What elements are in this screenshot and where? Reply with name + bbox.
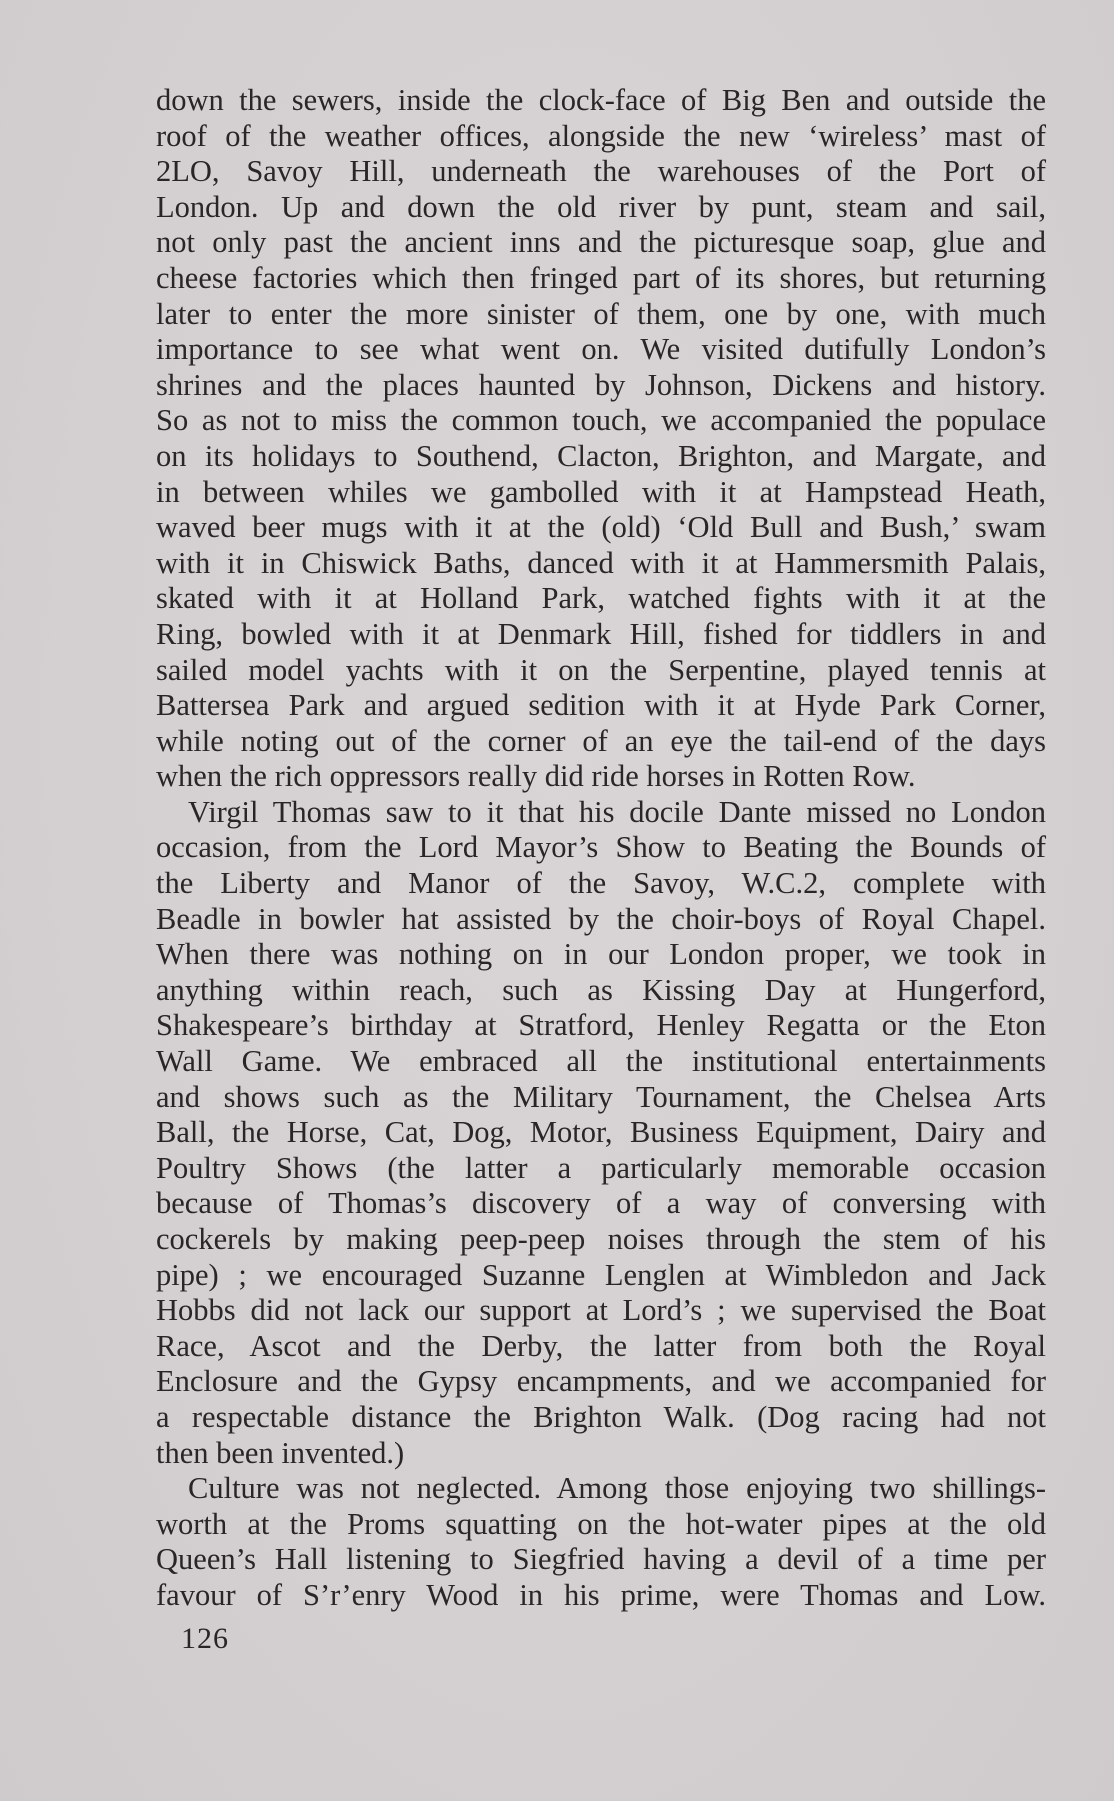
text-line: favour of S’r’enry Wood in his prime, were Thomas and Low. xyxy=(156,1577,1046,1612)
text-line: shrines and the places haunted by Johnson, Dickens and history. xyxy=(156,367,1046,402)
text-line: Wall Game. We embraced all the institutional entertainments xyxy=(156,1044,1046,1079)
text-line: on its holidays to Southend, Clacton, Brighton, and Margate, and xyxy=(156,438,1046,473)
text-line: occasion, from the Lord Mayor’s Show to Beating the Bounds of xyxy=(156,830,1046,865)
text-line: a respectable distance the Brighton Walk. (Dog racing had not xyxy=(156,1399,1046,1434)
text-line: not only past the ancient inns and the picturesque soap, glue and xyxy=(156,225,1046,260)
paragraph-1 xyxy=(156,83,1046,795)
text-line: down the sewers, inside the clock-face of Big Ben and outside the xyxy=(156,83,1046,117)
text-line: and shows such as the Military Tournament, the Chelsea Arts xyxy=(156,1079,1046,1114)
text-line: sailed model yachts with it on the Serpentine, played tennis at xyxy=(156,652,1046,687)
text-line: cheese factories which then fringed part of its shores, but returning xyxy=(156,260,1046,295)
text-line: When there was nothing on in our London proper, we took in xyxy=(156,937,1046,972)
text-line: skated with it at Holland Park, watched fights with it at the xyxy=(156,581,1046,616)
text-line: because of Thomas’s discovery of a way of conversing with xyxy=(156,1186,1046,1221)
text-line: 2LO, Savoy Hill, underneath the warehouses of the Port of xyxy=(156,154,1046,189)
text-line: worth at the Proms squatting on the hot-water pipes at the old xyxy=(156,1506,1046,1541)
text-line: Poultry Shows (the latter a particularly memorable occasion xyxy=(156,1150,1046,1185)
text-line: roof of the weather offices, alongside the new ‘wireless’ mast of xyxy=(156,118,1046,153)
text-line: pipe) ; we encouraged Suzanne Lenglen at Wimbledon and Jack xyxy=(156,1257,1046,1292)
text-line: later to enter the more sinister of them, one by one, with much xyxy=(156,296,1046,331)
text-line: Ball, the Horse, Cat, Dog, Motor, Business Equipment, Dairy and xyxy=(156,1115,1046,1150)
text-line: Enclosure and the Gypsy encampments, and we accompanied for xyxy=(156,1364,1046,1399)
text-line: Culture was not neglected. Among those enjoying two shillings- xyxy=(188,1471,1046,1506)
page-number: 126 xyxy=(181,1622,229,1655)
text-line: Battersea Park and argued sedition with it at Hyde Park Corner, xyxy=(156,688,1046,723)
text-line: cockerels by making peep-peep noises through the stem of his xyxy=(156,1222,1046,1256)
paragraph-2 xyxy=(156,795,1046,1471)
text-line: Virgil Thomas saw to it that his docile Dante missed no London xyxy=(188,794,1046,829)
text-line: Shakespeare’s birthday at Stratford, Henley Regatta or the Eton xyxy=(156,1008,1046,1043)
text-line: So as not to miss the common touch, we accompanied the populace xyxy=(156,403,1046,438)
text-line: London. Up and down the old river by punt, steam and sail, xyxy=(156,189,1046,224)
text-line: waved beer mugs with it at the (old) ‘Old Bull and Bush,’ swam xyxy=(156,510,1046,545)
text-line: Queen’s Hall listening to Siegfried having a devil of a time per xyxy=(156,1542,1046,1577)
text-line: Beadle in bowler hat assisted by the choir-boys of Royal Chapel. xyxy=(156,901,1046,936)
text-line: then been invented.) xyxy=(156,1435,405,1470)
text-line: Hobbs did not lack our support at Lord’s ; we supervised the Boat xyxy=(156,1293,1046,1328)
body-text xyxy=(156,83,1046,1614)
text-line: Race, Ascot and the Derby, the latter from both the Royal xyxy=(156,1328,1046,1363)
text-line: anything within reach, such as Kissing Day at Hungerford, xyxy=(156,972,1046,1007)
text-line: while noting out of the corner of an eye the tail-end of the days xyxy=(156,723,1046,758)
text-line: when the rich oppressors really did ride horses in Rotten Row. xyxy=(156,759,916,794)
text-line: Ring, bowled with it at Denmark Hill, fished for tiddlers in and xyxy=(156,616,1046,651)
text-line: in between whiles we gambolled with it at Hampstead Heath, xyxy=(156,474,1046,509)
paragraph-3 xyxy=(156,1471,1046,1613)
text-line: the Liberty and Manor of the Savoy, W.C.2, complete with xyxy=(156,866,1046,901)
text-line: importance to see what went on. We visited dutifully London’s xyxy=(156,332,1046,367)
text-line: with it in Chiswick Baths, danced with it at Hammersmith Palais, xyxy=(156,545,1046,580)
